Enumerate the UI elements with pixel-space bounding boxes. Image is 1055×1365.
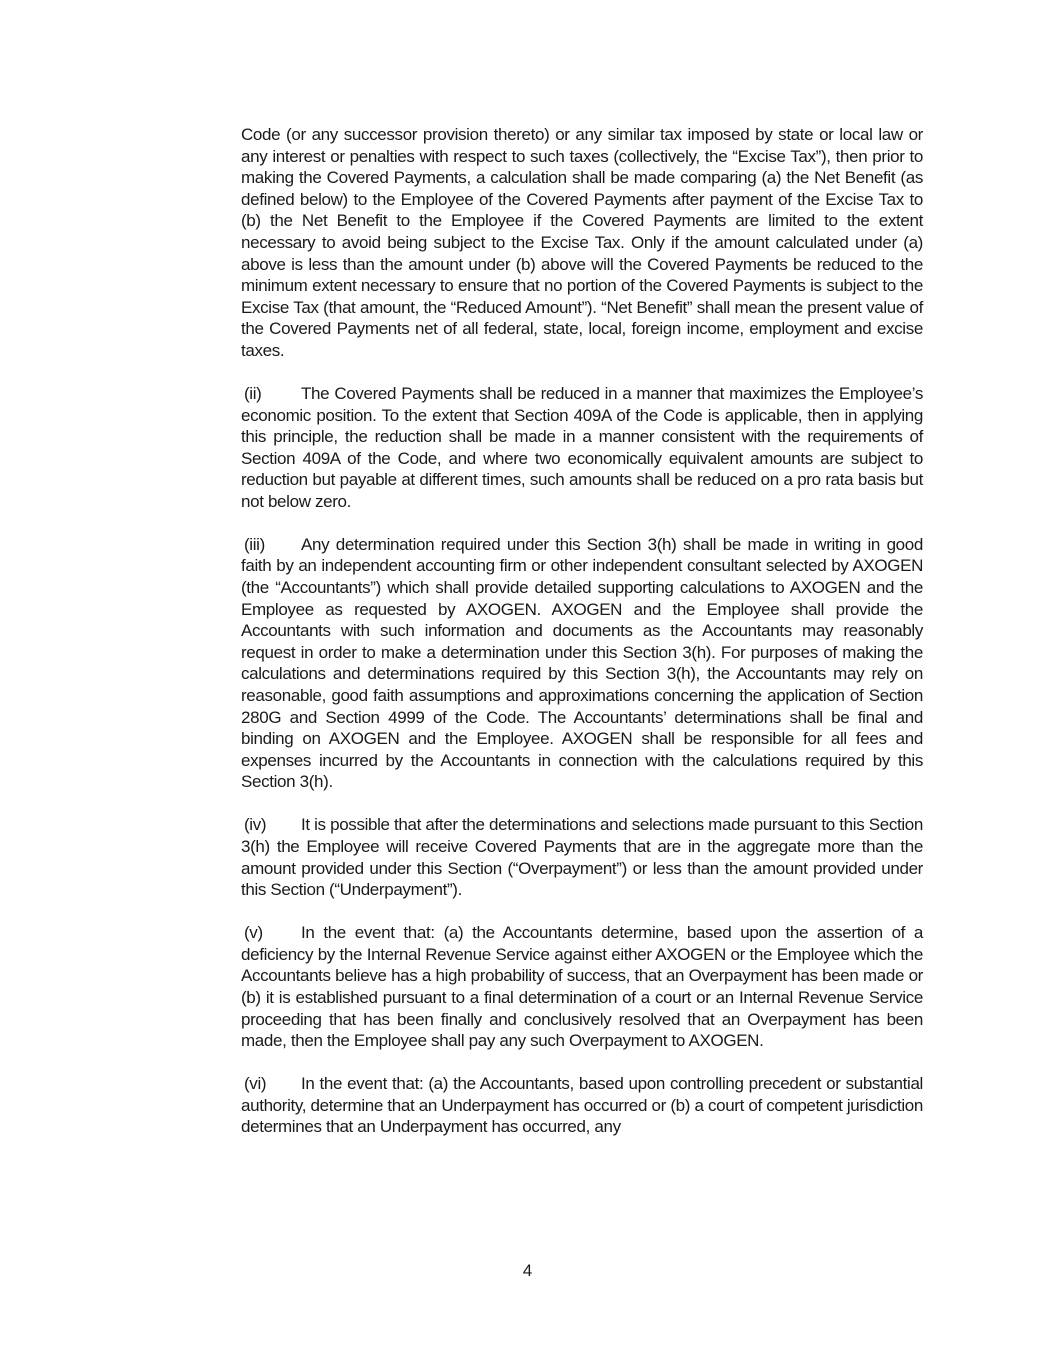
page-number: 4 xyxy=(522,1261,533,1280)
paragraph-ii xyxy=(241,383,923,513)
paragraph-v xyxy=(241,922,923,1052)
paragraph-iii xyxy=(241,534,923,793)
paragraph-text: In the event that: (a) the Accountants determine, based upon the assertion of a deficiency by the Internal Revenue Service against either AXOGEN or the Employee which the Accountants believe has a high probability of success, that an Overpayment has been made or (b) it is established pursuant to a final determination of a court or an Internal Revenue Service proceeding that has been finally and conclusively resolved that an Overpayment has been made, then the Employee shall pay any such Overpayment to AXOGEN. xyxy=(241,923,923,1051)
paragraph-vi xyxy=(241,1073,923,1138)
paragraph-text: Code (or any successor provision thereto) or any similar tax imposed by state or local law or any interest or penalties with respect to such taxes (collectively, the “Excise Tax”), then prior to making the Covered Payments, a calculation shall be made comparing (a) the Net Benefit (as defined below) to the Employee of the Covered Payments after payment of the Excise Tax to (b) the Net Benefit to the Employee if the Covered Payments are limited to the extent necessary to avoid being subject to the Excise Tax. Only if the amount calculated under (a) above is less than the amount under (b) above will the Covered Payments be reduced to the minimum extent necessary to ensure that no portion of the Covered Payments is subject to the Excise Tax (that amount, the “Reduced Amount”). “Net Benefit” shall mean the present value of the Covered Payments net of all federal, state, local, foreign income, employment and excise taxes. xyxy=(241,125,923,360)
document-page xyxy=(241,124,923,1159)
paragraph-text: In the event that: (a) the Accountants, based upon controlling precedent or substantial authority, determine that an Underpayment has occurred or (b) a court of competent jurisdiction determines that an Underpayment has occurred, any xyxy=(241,1074,923,1137)
paragraph-marker: (vi) xyxy=(244,1074,267,1094)
paragraph-marker: (iii) xyxy=(244,534,265,554)
paragraph-text: It is possible that after the determinations and selections made pursuant to this Section 3(h) the Employee will receive Covered Payments that are in the aggregate more than the amount provided under this Section (“Overpayment”) or less than the amount provided under this Section (“Underpayment”). xyxy=(241,815,923,900)
paragraph-marker: (ii) xyxy=(244,383,262,403)
paragraph-text: The Covered Payments shall be reduced in a manner that maximizes the Employee’s economic position. To the extent that Section 409A of the Code is applicable, then in applying this principle, the reduction shall be made in a manner consistent with the requirements of Section 409A of the Code, and where two economically equivalent amounts are subject to reduction but payable at different times, such amounts shall be reduced on a pro rata basis but not below zero. xyxy=(241,383,923,511)
paragraph-i-continuation xyxy=(241,124,923,362)
paragraph-text: Any determination required under this Section 3(h) shall be made in writing in good faith by an independent accounting firm or other independent consultant selected by AXOGEN (the “Accountants”) which shall provide detailed supporting calculations to AXOGEN and the Employee as requested by AXOGEN. AXOGEN and the Employee shall provide the Accountants with such information and documents as the Accountants may reasonably request in order to make a determination under this Section 3(h). For purposes of making the calculations and determinations required by this Section 3(h), the Accountants may rely on reasonable, good faith assumptions and approximations concerning the application of Section 280G and Section 4999 of the Code. The Accountants’ determinations shall be final and binding on AXOGEN and the Employee. AXOGEN shall be responsible for all fees and expenses incurred by the Accountants in connection with the calculations required by this Section 3(h). xyxy=(241,534,923,792)
paragraph-marker: (v) xyxy=(244,923,263,943)
paragraph-iv xyxy=(241,814,923,900)
paragraph-marker: (iv) xyxy=(244,815,267,835)
